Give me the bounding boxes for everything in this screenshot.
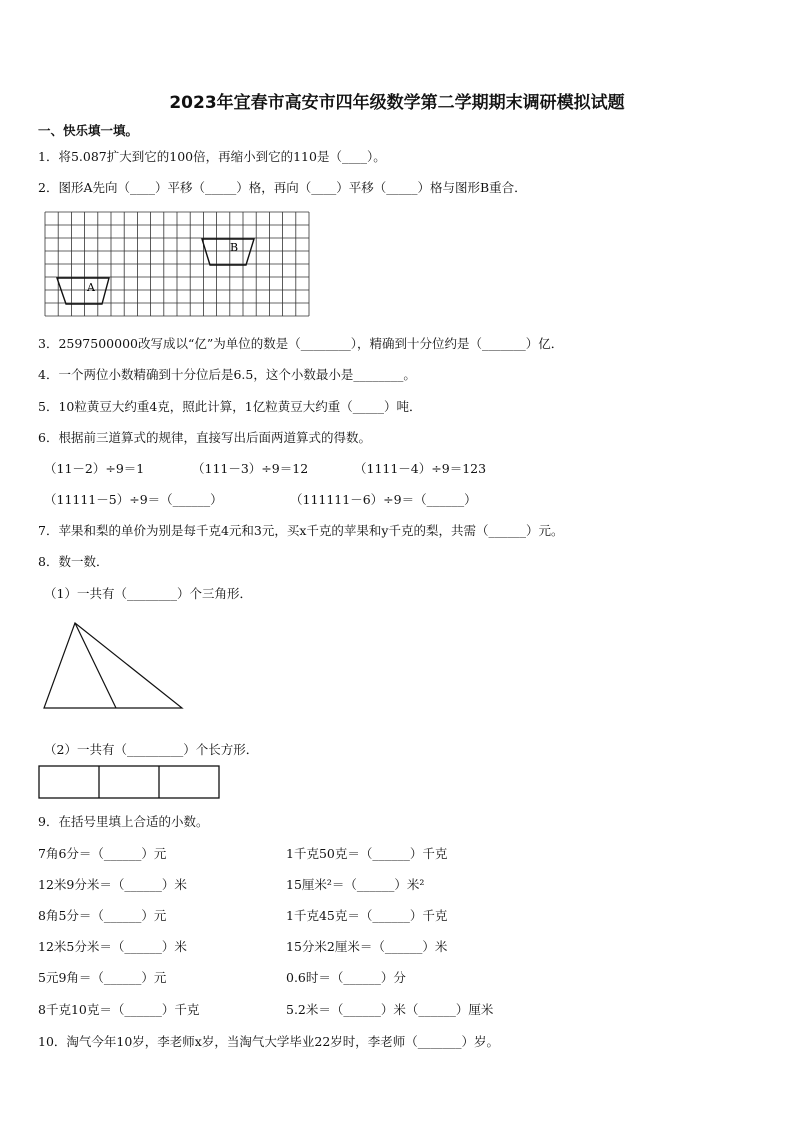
- conversion-5-left: 5元9角＝（______）元: [38, 970, 167, 985]
- shape-a: [57, 278, 109, 304]
- conversion-3-right: 1千克45克＝（______）千克: [286, 908, 448, 923]
- conversion-5-right: 0.6时＝（______）分: [286, 970, 406, 985]
- equation-1: （11－2）÷9＝1: [44, 461, 145, 476]
- equation-3: （1111－4）÷9＝123: [354, 461, 487, 476]
- conversion-1-right: 1千克50克＝（______）千克: [286, 846, 448, 861]
- question-3: 3．2597500000改写成以“亿”为单位的数是（________），精确到十分位约是（_______）亿．: [38, 336, 564, 351]
- equation-4: （11111－5）÷9＝（______）: [44, 492, 223, 507]
- label-a: A: [87, 281, 95, 294]
- shape-b: [202, 239, 254, 265]
- conversion-6-right: 5.2米＝（______）米（______）厘米: [286, 1002, 494, 1017]
- conversion-2-left: 12米9分米＝（______）米: [38, 877, 187, 892]
- question-9: 9．在括号里填上合适的小数。: [38, 814, 209, 829]
- conversion-4-right: 15分米2厘米＝（______）米: [286, 939, 448, 954]
- question-8-part-1: （1）一共有（________）个三角形．: [44, 586, 252, 601]
- question-8: 8．数一数．: [38, 554, 109, 569]
- question-6: 6．根据前三道算式的规律，直接写出后面两道算式的得数。: [38, 430, 371, 445]
- conversion-4-left: 12米5分米＝（______）米: [38, 939, 187, 954]
- label-b: B: [230, 241, 239, 254]
- question-7: 7．苹果和梨的单价为别是每千克4元和3元，买x千克的苹果和y千克的梨，共需（______）元。: [38, 523, 564, 538]
- conversion-6-left: 8千克10克＝（______）千克: [38, 1002, 200, 1017]
- question-1: 1．将5.087扩大到它的100倍，再缩小到它的110是（____）。: [38, 149, 386, 164]
- question-5: 5．10粒黄豆大约重4克，照此计算，1亿粒黄豆大约重（_____）吨．: [38, 399, 422, 414]
- question-4: 4．一个两位小数精确到十分位后是6.5，这个小数最小是________。: [38, 367, 416, 382]
- section-heading: 一、快乐填一填。: [38, 123, 139, 138]
- question-10: 10．淘气今年10岁，李老师x岁，当淘气大学毕业22岁时，李老师（_______）岁。: [38, 1034, 500, 1049]
- question-2: 2．图形A先向（____）平移（_____）格，再向（____）平移（_____）格与图形B重合．: [38, 180, 527, 195]
- rectangle-figure: [38, 765, 222, 800]
- equation-5: （111111－6）÷9＝（______）: [290, 492, 477, 507]
- equation-2: （111－3）÷9＝12: [192, 461, 309, 476]
- conversion-2-right: 15厘米²＝（______）米²: [286, 877, 425, 892]
- conversion-3-left: 8角5分＝（______）元: [38, 908, 167, 923]
- page-title: 2023年宜春市高安市四年级数学第二学期期末调研模拟试题: [169, 93, 625, 113]
- conversion-1-left: 7角6分＝（______）元: [38, 846, 167, 861]
- question-8-part-2: （2）一共有（_________）个长方形．: [44, 742, 259, 757]
- triangle-figure: [40, 620, 190, 712]
- grid-figure: [44, 211, 310, 317]
